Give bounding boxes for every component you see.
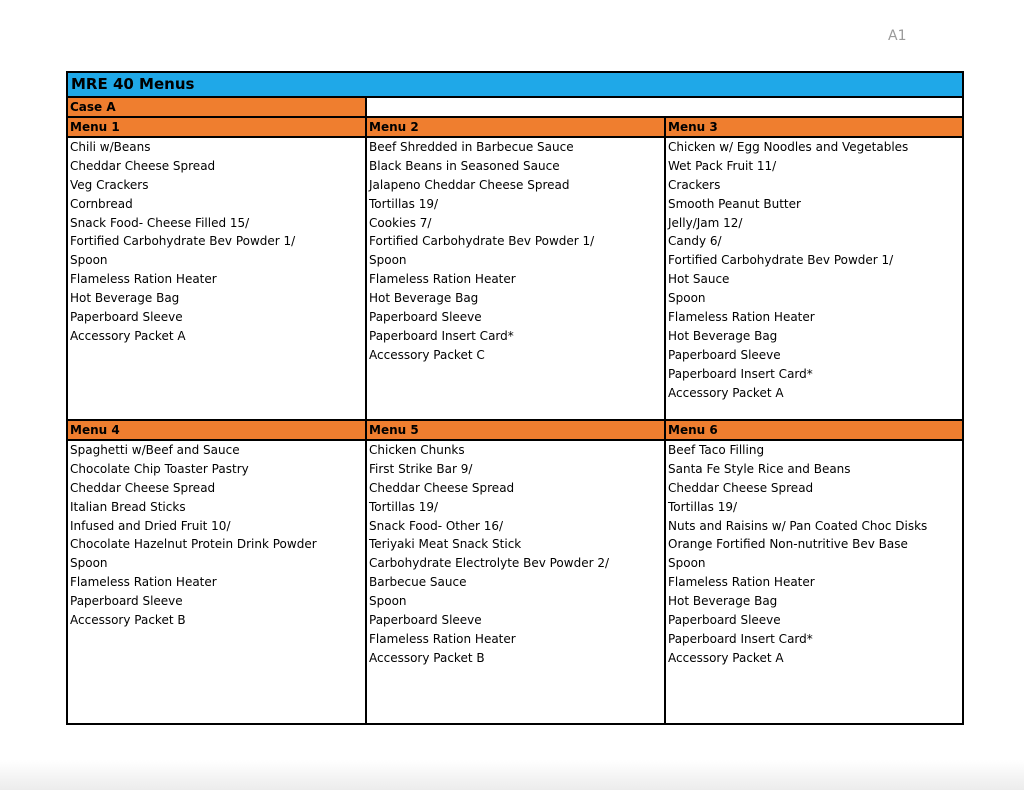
menu-item: Candy 6/ [668, 234, 722, 249]
menu-item: Paperboard Sleeve [70, 594, 183, 609]
menu-item: Cheddar Cheese Spread [369, 480, 515, 495]
menu-item-list [367, 441, 666, 668]
page-bottom-shadow [0, 760, 1024, 790]
menu-item: Snack Food- Other 16/ [369, 518, 504, 533]
menu-item: Accessory Packet A [70, 328, 186, 343]
menu-item: Fortified Carbohydrate Bev Powder 1/ [668, 253, 894, 268]
menu-item: Nuts and Raisins w/ Pan Coated Choc Disks [668, 518, 928, 533]
menu-item: Veg Crackers [70, 177, 149, 192]
menu-item: Flameless Ration Heater [70, 272, 217, 287]
menu-item: Spoon [668, 556, 706, 571]
menu-item: Chili w/Beans [70, 140, 151, 154]
menu-item: Flameless Ration Heater [668, 310, 815, 325]
menu-item: Flameless Ration Heater [369, 272, 516, 287]
menu-item: Infused and Dried Fruit 10/ [70, 518, 231, 533]
menu-item: Teriyaki Meat Snack Stick [369, 537, 522, 552]
menu-item: Cheddar Cheese Spread [668, 480, 814, 495]
menu-header: Menu 5 [367, 421, 666, 441]
menu-item: Smooth Peanut Butter [668, 196, 801, 211]
menu-block-6 [666, 421, 962, 723]
menu-item-list [666, 138, 962, 402]
menu-item: Hot Beverage Bag [70, 291, 180, 306]
menu-item: Tortillas 19/ [668, 499, 738, 514]
menu-item: Orange Fortified Non-nutritive Bev Base [668, 537, 908, 552]
menu-item: Cornbread [70, 196, 133, 211]
sheet-title: MRE 40 Menus [68, 73, 962, 98]
menu-item: Black Beans in Seasoned Sauce [369, 158, 560, 173]
menu-item: Chicken Chunks [369, 443, 465, 457]
case-empty-cell [367, 98, 962, 116]
menu-item: Beef Taco Filling [668, 443, 765, 457]
menu-block-2 [367, 118, 666, 421]
menu-item: Chocolate Hazelnut Protein Drink Powder [70, 537, 317, 552]
menu-item: Hot Beverage Bag [369, 291, 479, 306]
menu-item: Santa Fe Style Rice and Beans [668, 461, 851, 476]
menu-item: Hot Beverage Bag [668, 594, 778, 609]
menu-item: Barbecue Sauce [369, 575, 467, 590]
menu-item: Wet Pack Fruit 11/ [668, 158, 777, 173]
menu-item: Beef Shredded in Barbecue Sauce [369, 140, 574, 154]
menu-item: Flameless Ration Heater [668, 575, 815, 590]
menu-item: Spoon [369, 594, 407, 609]
menu-item: Paperboard Insert Card* [369, 328, 514, 343]
menu-item: Paperboard Sleeve [369, 613, 482, 628]
menu-item: Spaghetti w/Beef and Sauce [70, 443, 240, 457]
menu-item: Paperboard Sleeve [668, 347, 781, 362]
menu-header: Menu 3 [666, 118, 962, 138]
menu-item: Accessory Packet B [369, 650, 485, 665]
menu-item-list [68, 441, 367, 630]
menu-item: Paperboard Sleeve [369, 310, 482, 325]
menu-item: Paperboard Insert Card* [668, 631, 813, 646]
menu-header: Menu 1 [68, 118, 367, 138]
menu-item: Flameless Ration Heater [70, 575, 217, 590]
menu-item: Snack Food- Cheese Filled 15/ [70, 215, 250, 230]
menu-item: Cheddar Cheese Spread [70, 480, 216, 495]
page-number-label: A1 [888, 28, 907, 44]
menu-item: Hot Sauce [668, 272, 730, 287]
menu-item: Spoon [70, 556, 108, 571]
case-row [68, 98, 962, 118]
menu-item: Spoon [369, 253, 407, 268]
menu-item: Accessory Packet A [668, 385, 784, 400]
menu-item: Crackers [668, 177, 721, 192]
menu-item: Spoon [668, 291, 706, 306]
menu-item: Fortified Carbohydrate Bev Powder 1/ [369, 234, 595, 249]
menu-item: Tortillas 19/ [369, 499, 439, 514]
menu-item: Paperboard Sleeve [668, 613, 781, 628]
menu-item: Fortified Carbohydrate Bev Powder 1/ [70, 234, 296, 249]
menu-block-5 [367, 421, 666, 723]
menu-item: Jelly/Jam 12/ [668, 215, 743, 230]
menu-item: Accessory Packet B [70, 613, 186, 628]
column-divider [664, 118, 666, 723]
menu-item: Jalapeno Cheddar Cheese Spread [369, 177, 570, 192]
menu-item: Chicken w/ Egg Noodles and Vegetables [668, 140, 909, 154]
menu-item-list [666, 441, 962, 668]
menu-item: Paperboard Sleeve [70, 310, 183, 325]
menu-item: Cookies 7/ [369, 215, 432, 230]
menu-header: Menu 4 [68, 421, 367, 441]
menu-item-list [68, 138, 367, 346]
menu-block-3 [666, 118, 962, 421]
case-label: Case A [68, 98, 367, 116]
menu-item: Italian Bread Sticks [70, 499, 186, 514]
menu-item-list [367, 138, 666, 365]
menu-header: Menu 6 [666, 421, 962, 441]
menu-item: Tortillas 19/ [369, 196, 439, 211]
menu-item: Cheddar Cheese Spread [70, 158, 216, 173]
menu-item: First Strike Bar 9/ [369, 461, 473, 476]
column-divider [365, 118, 367, 723]
menu-item: Paperboard Insert Card* [668, 366, 813, 381]
menu-item: Chocolate Chip Toaster Pastry [70, 461, 249, 476]
menu-item: Hot Beverage Bag [668, 328, 778, 343]
menu-block-1 [68, 118, 367, 421]
menu-item: Flameless Ration Heater [369, 631, 516, 646]
menu-item: Carbohydrate Electrolyte Bev Powder 2/ [369, 556, 610, 571]
menu-block-4 [68, 421, 367, 723]
menu-item: Accessory Packet A [668, 650, 784, 665]
menu-item: Spoon [70, 253, 108, 268]
menu-sheet [66, 71, 964, 725]
menu-item: Accessory Packet C [369, 347, 485, 362]
menu-header: Menu 2 [367, 118, 666, 138]
